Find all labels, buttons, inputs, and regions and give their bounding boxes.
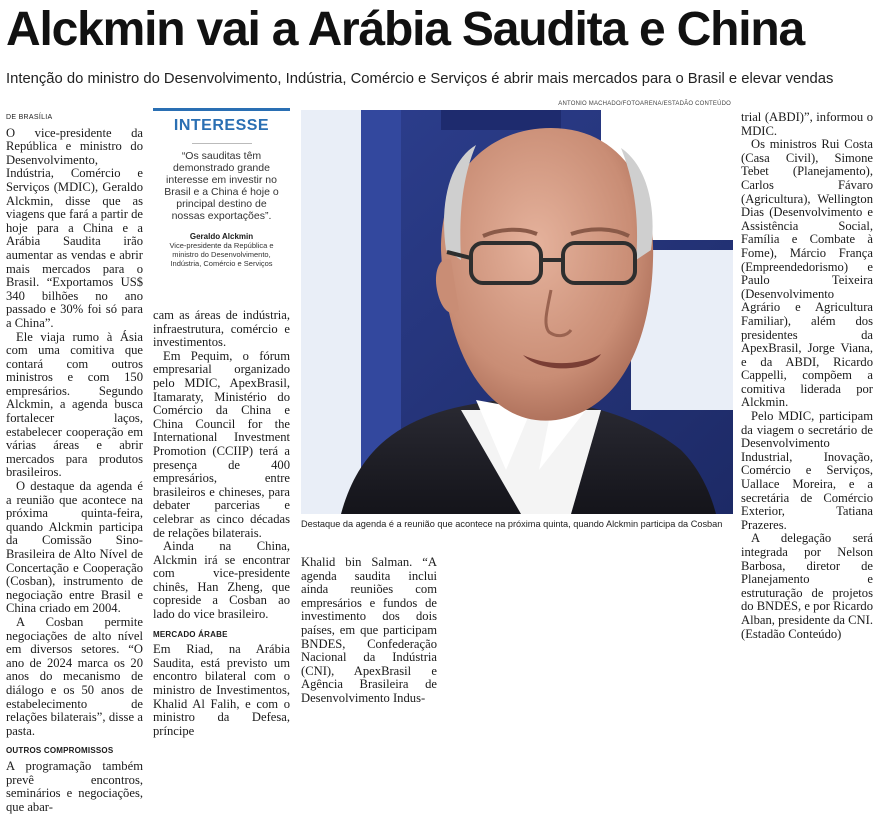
paragraph: Pelo MDIC, participam da viagem o secretário de Desenvolvimento Industrial, Inovação, Comércio e Serviços, Uallace Moreira, e a secretária de Comércio Exterior, Tatiana Prazeres. — [741, 409, 873, 532]
article-column-1 — [6, 111, 143, 814]
photo-geraldo-alckmin — [301, 110, 733, 514]
dateline: DE BRASÍLIA — [6, 114, 53, 121]
paragraph: O vice-presidente da República e ministro do Desenvolvimento, Indústria, Comércio e Serviços (MDIC), Geraldo Alckmin, disse que as viagens que fará a partir de hoje para a China e a Arábia Saudita irão aumentar as vendas e abrir mais mercados para o Brasil. “Exportamos US$ 340 bilhões no ano passado e 30% foi só para a China”. — [6, 125, 143, 330]
quote-author-role: Vice-presidente da República e ministro do Desenvolvimento, Indústria, Comércio e Serviços — [169, 241, 274, 268]
article-column-4 — [741, 111, 873, 641]
paragraph: O destaque da agenda é a reunião que acontece na próxima quinta-feira, quando Alckmin participa da Comissão Sino-Brasileira de Alto Nível de Concertação e Cooperação (Cosban), instrumento de negociação entre Brasil e China criado em 2004. — [6, 479, 143, 616]
paragraph: Khalid bin Salman. “A agenda saudita inclui ainda reuniões com empresários e fundos de investimento dos dois países, em que participam BNDES, Confederação Nacional da Indústria (CNI), ApexBrasil e Agência Brasileira de Desenvolvimento Indus- — [301, 555, 437, 705]
quote-box-title: INTERESSE — [173, 117, 270, 134]
paragraph: Em Pequim, o fórum empresarial organizado pelo MDIC, ApexBrasil, Itamaraty, Ministério do Comércio da China e China Council for the International Investment Promotion (CCIIP) terá a presença de 400 empresários, entre brasileiros e chineses, para debater parcerias e celebrar as cinco décadas de relações bilaterais. — [153, 348, 290, 540]
paragraph: Os ministros Rui Costa (Casa Civil), Simone Tebet (Planejamento), Carlos Fávaro (Agricultura), Wellington Dias (Desenvolvimento e Assistência Social, Família e Combate à Fome), Márcio França (Empreendedorismo) e Paulo Teixeira (Desenvolvimento Agrário e Agricultura Familiar), além dos presidentes da ApexBrasil, Jorge Viana, e da ABDI, Ricardo Cappelli, compõem a comitiva liderada por Alckmin. — [741, 137, 873, 410]
divider — [192, 143, 252, 144]
paragraph: Ele viaja rumo à Ásia com uma comitiva que contará com outros ministros e com 150 empresários. Segundo Alckmin, a agenda busca fortalecer laços, estabelecer cooperação em várias áreas e abrir mercados para produtos brasileiros. — [6, 329, 143, 480]
photo-caption: Destaque da agenda é a reunião que acontece na próxima quinta, quando Alckmin participa da Cosban — [301, 519, 723, 529]
paragraph: Em Riad, na Arábia Saudita, está previsto um encontro bilateral com o ministro de Investimentos, Khalid Al Falih, e com o ministro da Defesa, príncipe — [153, 642, 290, 738]
paragraph: A delegação será integrada por Nelson Barbosa, diretor de Planejamento e estruturação de projetos do BNDES, e por Ricardo Alban, presidente da CNI. (Estadão Conteúdo) — [741, 531, 873, 641]
section-kicker: OUTROS COMPROMISSOS — [6, 746, 114, 756]
quote-box — [153, 108, 290, 306]
section-kicker: MERCADO ÁRABE — [153, 629, 228, 639]
paragraph: A programação também prevê encontros, seminários e negociações, que abar- — [6, 758, 143, 814]
subheadline: Intenção do ministro do Desenvolvimento, Indústria, Comércio e Serviços é abrir mais mercados para o Brasil e elevar vendas — [6, 71, 834, 87]
paragraph: trial (ABDI)”, informou o MDIC. — [741, 110, 873, 138]
quote-author: Geraldo Alckmin — [189, 232, 254, 241]
photo-credit: ANTONIO MACHADO/FOTOARENA/ESTADÃO CONTEÚDO — [558, 101, 731, 107]
paragraph: Ainda na China, Alckmin irá se encontrar com vice-presidente chinês, Han Zheng, que copreside a Cosban ao lado do vice brasileiro. — [153, 539, 290, 622]
article-column-2 — [153, 309, 290, 738]
headline: Alckmin vai a Arábia Saudita e China — [6, 3, 804, 56]
article-column-3 — [301, 556, 437, 706]
paragraph: cam as áreas de indústria, infraestrutura, comércio e investimentos. — [153, 308, 290, 350]
paragraph: A Cosban permite negociações de alto nível em diversos setores. “O ano de 2024 marca os 20 anos do mecanismo de diálogo e os 50 anos de estabelecimento de relações bilaterais”, disse a pasta. — [6, 614, 143, 738]
quote-text: “Os sauditas têm demonstrado grande interesse em investir no Brasil e a China é hoje o principal destino de nossas exportações”. — [164, 150, 279, 222]
